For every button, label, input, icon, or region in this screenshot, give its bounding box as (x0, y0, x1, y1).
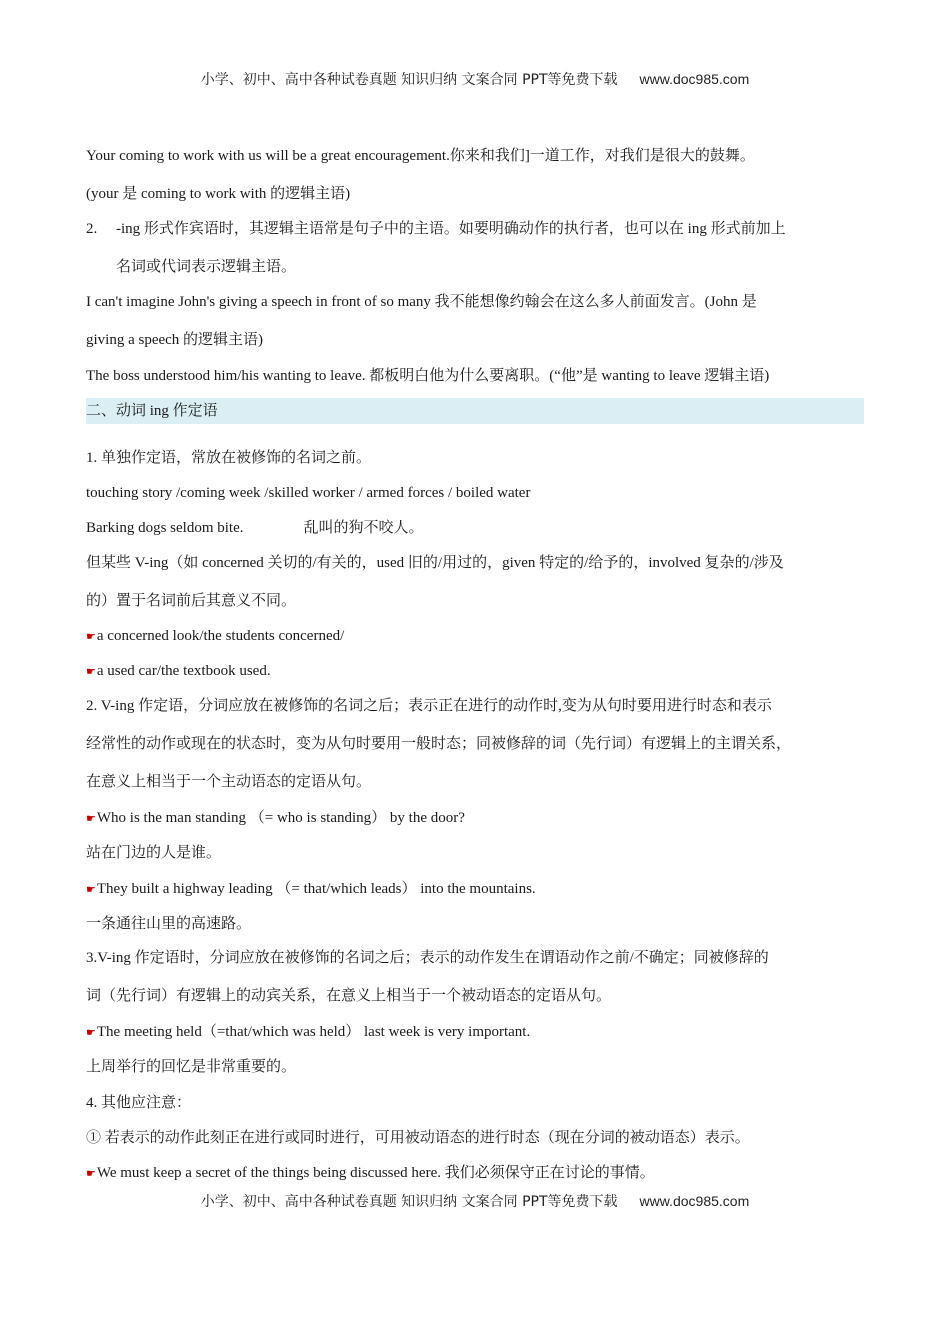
pointing-hand-icon: ☛ (86, 884, 96, 896)
text-line: 但某些 V-ing（如 concerned 关切的/有关的，used 旧的/用过的，given 特定的/给予的，involved 复杂的/涉及 (86, 555, 784, 571)
text-line: ① 若表示的动作此刻正在进行或同时进行，可用被动语态的进行时态（现在分词的被动语态）表示。 (86, 1130, 750, 1146)
text-line: 名词或代词表示逻辑主语。 (116, 259, 297, 275)
bullet-line: ☛a concerned look/the students concerned/ (86, 628, 345, 644)
text-line: Your coming to work with us will be a great encouragement.你来和我们]一道工作，对我们是很大的鼓舞。 (86, 148, 755, 164)
text-line: -ing 形式作宾语时，其逻辑主语常是句子中的主语。如要明确动作的执行者，也可以在 ing 形式前加上 (116, 221, 786, 237)
bullet-line: ☛a used car/the textbook used. (86, 663, 271, 679)
list-number: 2. (86, 221, 98, 237)
example-en: Barking dogs seldom bite. (86, 520, 244, 536)
bullet-line: ☛The meeting held（=that/which was held） last week is very important. (86, 1024, 531, 1040)
footer-text: 小学、初中、高中各种试卷真题 知识归纳 文案合同 PPT等免费下载 (200, 1194, 618, 1210)
pointing-hand-icon: ☛ (86, 1168, 96, 1180)
page-header (0, 69, 950, 89)
page-footer (0, 1191, 950, 1211)
header-url[interactable]: www.doc985.com (639, 71, 750, 87)
section-heading: 二、动词 ing 作定语 (86, 398, 864, 424)
text-line: I can't imagine John's giving a speech in front of so many 我不能想像约翰会在这么多人前面发言。(John 是 (86, 294, 757, 310)
text-line: touching story /coming week /skilled worker / armed forces / boiled water (86, 485, 531, 501)
bullet-line: ☛Who is the man standing （= who is standing） by the door? (86, 810, 465, 826)
text-line: 3.V-ing 作定语时，分词应放在被修饰的名词之后；表示的动作发生在谓语动作之前/不确定；同被修辞的 (86, 950, 769, 966)
bullet-line: ☛We must keep a secret of the things being discussed here. 我们必须保守正在讨论的事情。 (86, 1165, 655, 1181)
text-line: (your 是 coming to work with 的逻辑主语) (86, 186, 351, 202)
pointing-hand-icon: ☛ (86, 666, 96, 678)
example-zh: 乱叫的狗不咬人。 (303, 520, 424, 536)
footer-url[interactable]: www.doc985.com (639, 1193, 750, 1209)
pointing-hand-icon: ☛ (86, 1027, 96, 1039)
text-line: 1. 单独作定语，常放在被修饰的名词之前。 (86, 450, 372, 466)
text-line: 在意义上相当于一个主动语态的定语从句。 (86, 774, 372, 790)
pointing-hand-icon: ☛ (86, 813, 96, 825)
text-line (86, 518, 424, 538)
text-line: 的）置于名词前后其意义不同。 (86, 593, 297, 609)
text-line: The boss understood him/his wanting to leave. 都板明白他为什么要离职。(“他”是 wanting to leave 逻辑主语) (86, 368, 770, 384)
text-line: 上周举行的回忆是非常重要的。 (86, 1059, 297, 1075)
bullet-line: ☛They built a highway leading （= that/which leads） into the mountains. (86, 881, 536, 897)
text-line: 一条通往山里的高速路。 (86, 916, 252, 932)
text-line: 2. V-ing 作定语，分词应放在被修饰的名词之后；表示正在进行的动作时,变为从句时要用进行时态和表示 (86, 698, 772, 714)
text-line: 经常性的动作或现在的状态时，变为从句时要用一般时态；同被修辞的词（先行词）有逻辑上的主谓关系， (86, 736, 792, 752)
header-text: 小学、初中、高中各种试卷真题 知识归纳 文案合同 PPT等免费下载 (200, 72, 618, 88)
text-line: 站在门边的人是谁。 (86, 845, 222, 861)
text-line: 词（先行词）有逻辑上的动宾关系，在意义上相当于一个被动语态的定语从句。 (86, 988, 612, 1004)
text-line: giving a speech 的逻辑主语) (86, 332, 264, 348)
text-line: 4. 其他应注意： (86, 1095, 192, 1111)
pointing-hand-icon: ☛ (86, 631, 96, 643)
